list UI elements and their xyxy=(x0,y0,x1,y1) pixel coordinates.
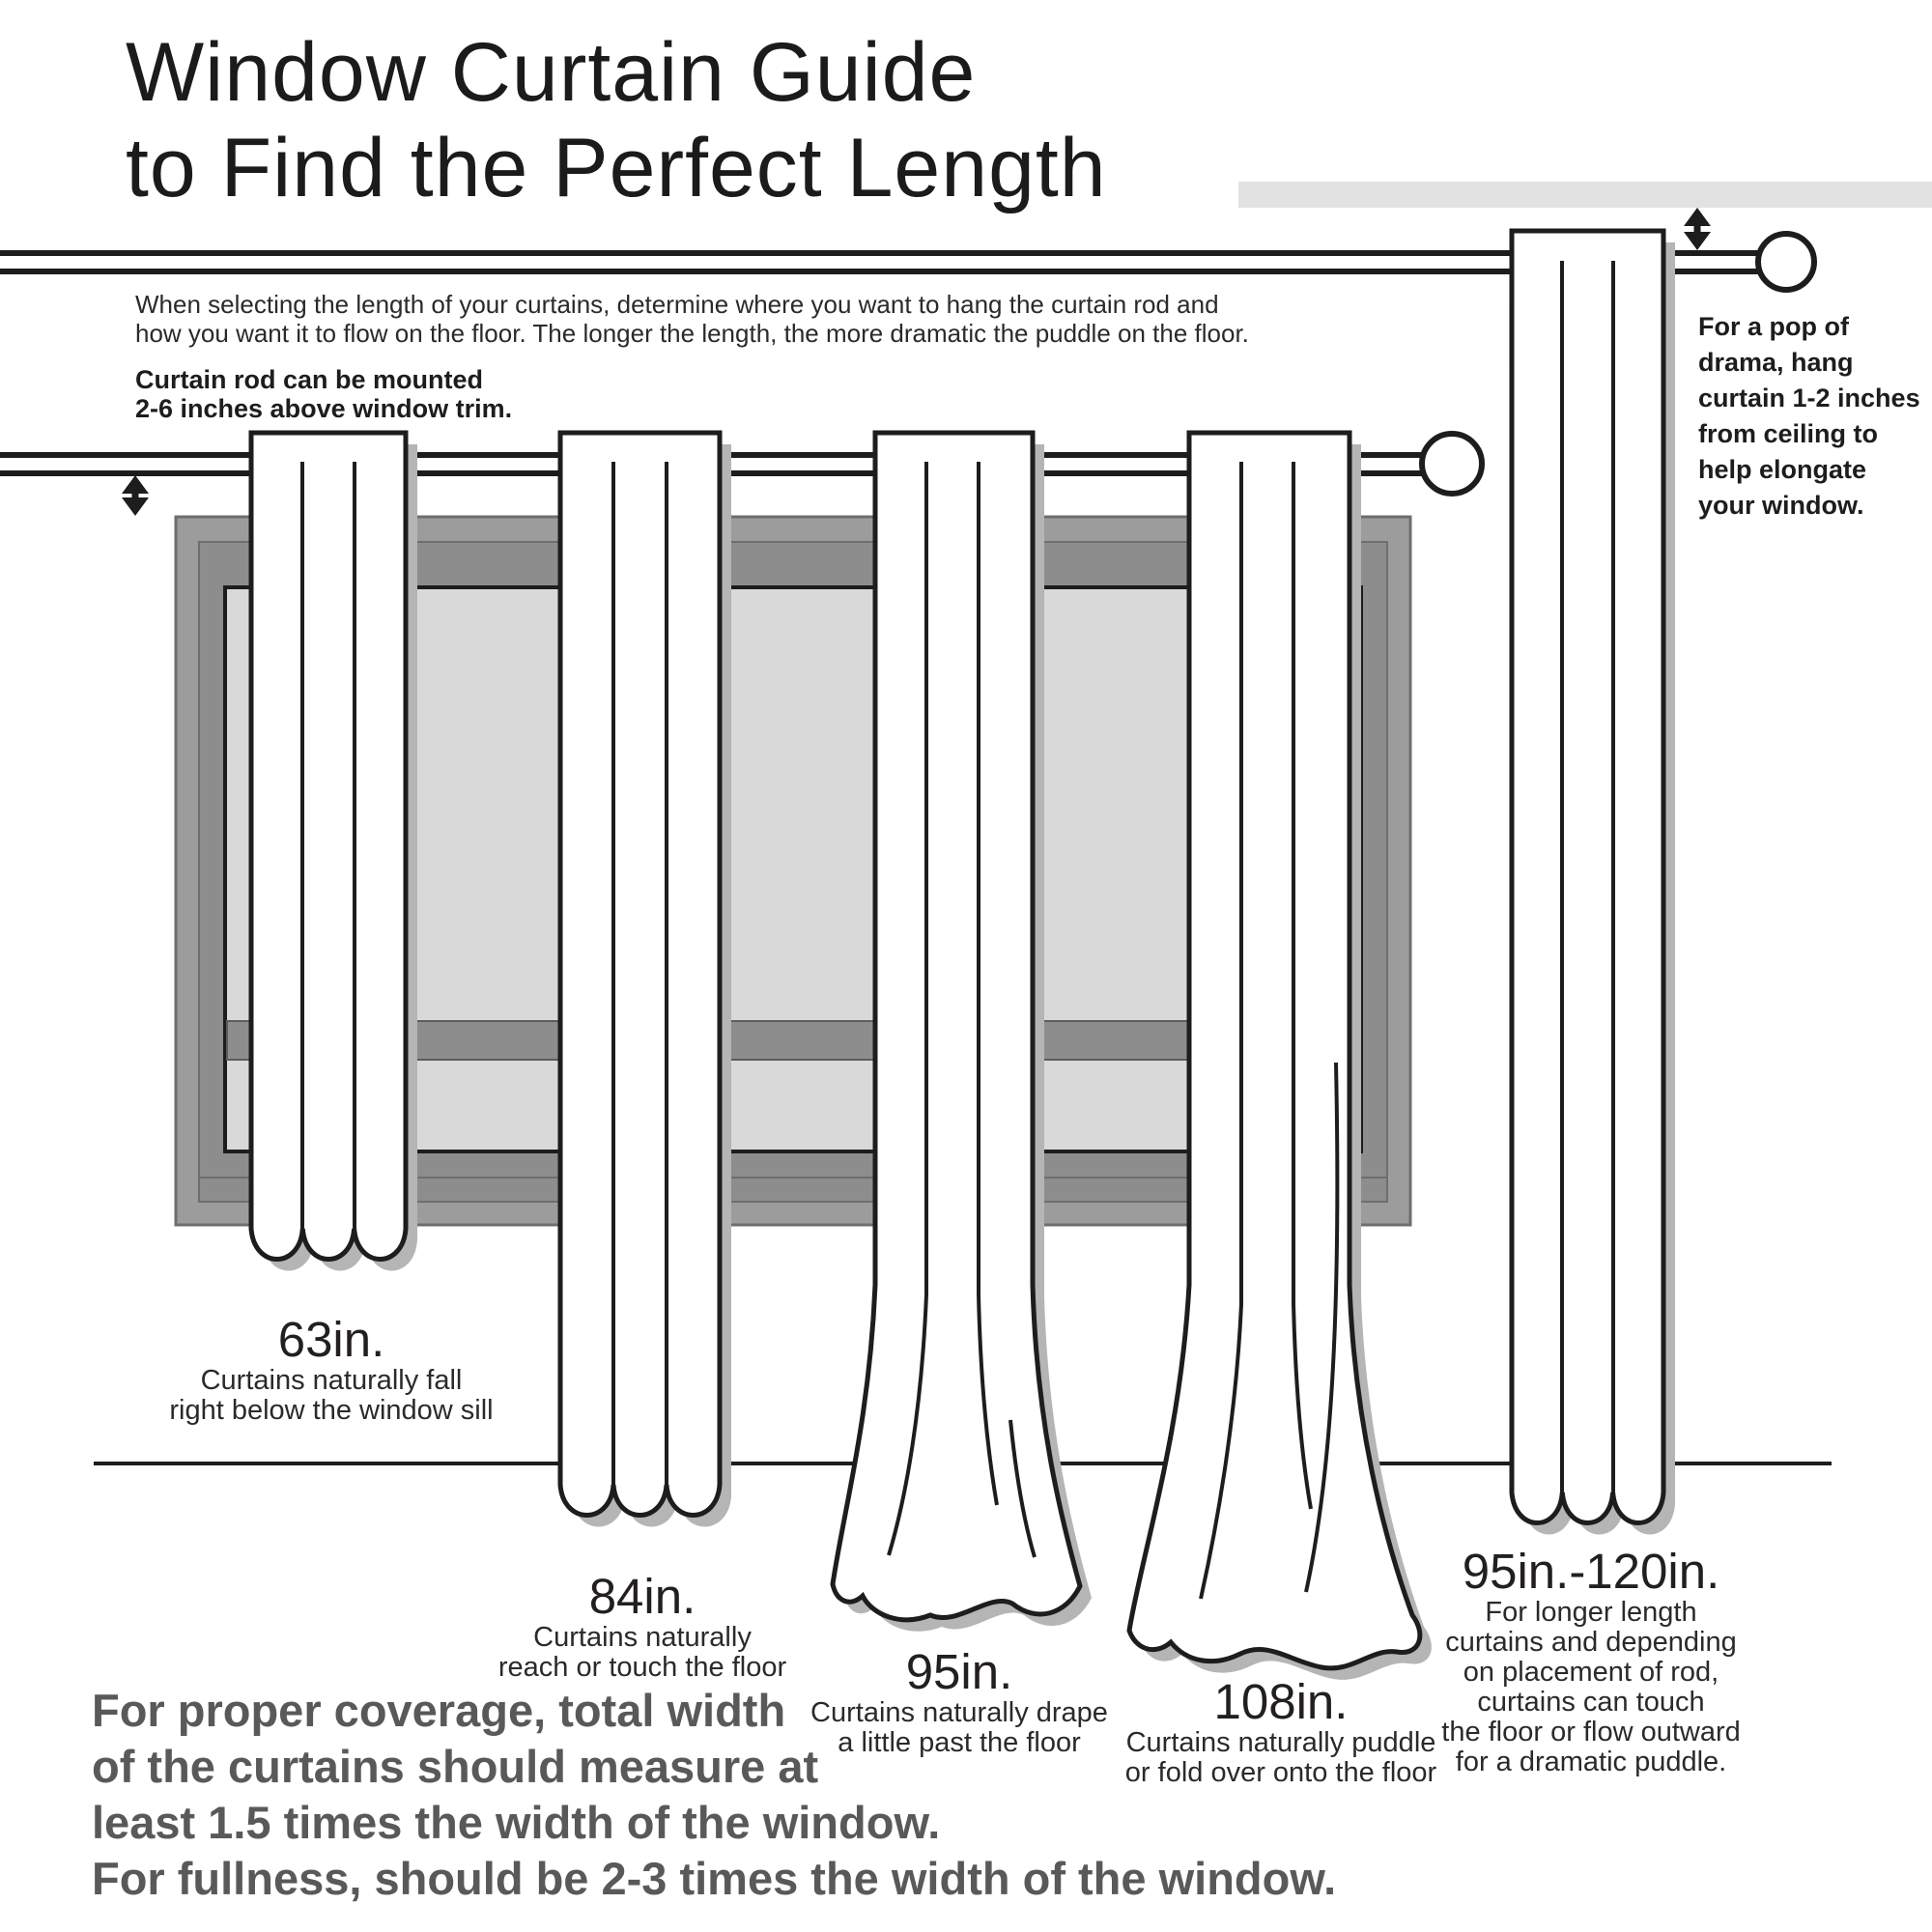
curtain-description: Curtains naturally reach or touch the floor xyxy=(497,1622,787,1683)
curtain-description: For longer length curtains and depending on placement of rod, curtains can touch the floor or flow outward for a dramatic puddle. xyxy=(1441,1597,1741,1777)
curtain-size: 95in.-120in. xyxy=(1462,1544,1720,1599)
curtain-size: 95in. xyxy=(905,1644,1013,1699)
curtain-84in-label xyxy=(498,1571,786,1683)
curtain-95-120in-label xyxy=(1441,1546,1740,1777)
curtain-description: Curtains naturally puddle or fold over onto the floor xyxy=(1124,1727,1437,1788)
curtain-description: Curtains naturally drape a little past the floor xyxy=(810,1697,1108,1758)
ceiling-gap-arrow-icon xyxy=(1684,208,1711,250)
page-title: Window Curtain Guide to Find the Perfect Length xyxy=(126,26,1107,214)
curtain-63in xyxy=(251,433,417,1271)
curtain-84in xyxy=(560,433,731,1527)
curtain-size: 84in. xyxy=(588,1569,696,1624)
coverage-note: For proper coverage, total width of the curtains should measure at least 1.5 times the width of the window. For fullness, should be 2-3 times the width of the window. xyxy=(92,1685,1337,1904)
rod-finial-icon xyxy=(1758,234,1814,290)
curtain-63in-label xyxy=(169,1314,493,1426)
rod-mount-note: Curtain rod can be mounted 2-6 inches above window trim. xyxy=(135,365,513,423)
intro-text: When selecting the length of your curtains, determine where you want to hang the curtain rod and how you want it to flow on the floor. The longer the length, the more dramatic the puddle on the floor. xyxy=(135,290,1249,348)
mount-height-arrow-icon xyxy=(122,475,149,516)
curtain-size: 108in. xyxy=(1213,1674,1349,1729)
curtain-size: 63in. xyxy=(277,1312,385,1367)
rod-finial-icon xyxy=(1422,434,1482,494)
ceiling-band xyxy=(1238,182,1932,208)
ceiling-drama-note: For a pop of drama, hang curtain 1-2 inches from ceiling to help elongate your window. xyxy=(1698,312,1920,520)
curtain-description: Curtains naturally fall right below the window sill xyxy=(169,1365,494,1426)
curtain-95-120in xyxy=(1512,231,1675,1535)
